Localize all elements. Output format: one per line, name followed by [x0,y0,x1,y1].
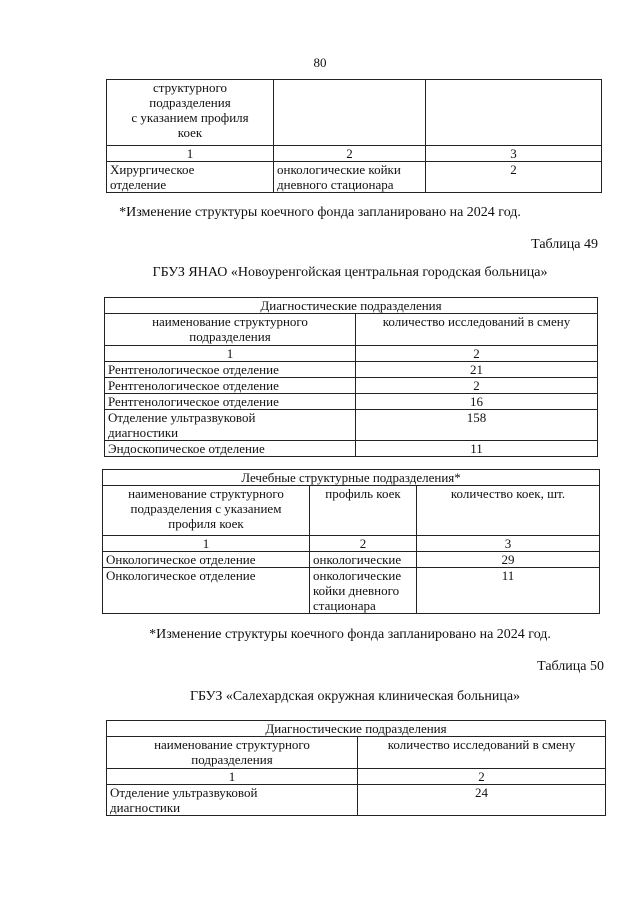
table-label: Таблица 49 [531,237,598,252]
col-number: 1 [107,769,358,785]
table-row [107,146,602,162]
page-number: 80 [313,55,327,70]
department-name: Эндоскопическое отделение [105,441,356,457]
department-name: Хирургическое отделение [107,162,274,193]
table-row [105,314,598,346]
footnote: *Изменение структуры коечного фонда запланировано на 2024 год. [149,627,551,642]
header-cell: количество исследований в смену [358,737,606,769]
bed-count: 2 [426,162,602,193]
col-number: 2 [356,346,598,362]
organization-title: ГБУЗ ЯНАО «Новоуренгойская центральная городская больница» [152,265,548,280]
header-cell: наименование структурного подразделения с указанием профиля коек [103,486,310,536]
header-line: подразделения [149,95,231,110]
research-count: 11 [356,441,598,457]
header-cell: наименование структурного подразделения [107,737,358,769]
table-row [105,378,598,394]
bed-profile: онкологические койки дневного стационара [274,162,426,193]
table-row [103,470,600,486]
table-row [107,721,606,737]
table-row [103,568,600,614]
bed-profile: онкологические [310,552,417,568]
department-name: Рентгенологическое отделение [105,362,356,378]
table-caption: Диагностические подразделения [105,298,598,314]
department-name: Отделение ультразвуковой диагностики [107,785,358,816]
table-caption: Диагностические подразделения [107,721,606,737]
header-line: структурного [152,80,228,95]
header-line: коек [177,125,203,140]
header-cell: количество исследований в смену [356,314,598,346]
department-name: Рентгенологическое отделение [105,378,356,394]
header-cell [107,80,274,146]
empty-cell [274,80,426,146]
table-row [105,394,598,410]
table-top [106,79,602,193]
bed-count: 29 [417,552,600,568]
header-cell: количество коек, шт. [417,486,600,536]
research-count: 21 [356,362,598,378]
table-row [107,785,606,816]
table-row [107,162,602,193]
header-cell: наименование структурного подразделения [105,314,356,346]
col-number: 2 [310,536,417,552]
table-label: Таблица 50 [537,659,604,674]
col-number: 3 [426,146,602,162]
table-caption: Лечебные структурные подразделения* [103,470,600,486]
col-number: 1 [107,146,274,162]
research-count: 2 [356,378,598,394]
research-count: 16 [356,394,598,410]
col-number: 3 [417,536,600,552]
table-row [105,441,598,457]
col-number: 1 [103,536,310,552]
empty-cell [426,80,602,146]
bed-profile: онкологические койки дневного стационара [310,568,417,614]
bed-count: 11 [417,568,600,614]
table-row [105,298,598,314]
diagnostic-table-49 [104,297,598,457]
table-row [103,536,600,552]
col-number: 2 [358,769,606,785]
department-name: Рентгенологическое отделение [105,394,356,410]
table-row [107,769,606,785]
treatment-table-49 [102,469,600,614]
organization-title: ГБУЗ «Салехардская окружная клиническая больница» [189,689,521,704]
research-count: 158 [356,410,598,441]
table-row [103,486,600,536]
table-row [103,552,600,568]
table-row [105,346,598,362]
table-row [105,410,598,441]
col-number: 2 [274,146,426,162]
header-line: с указанием профиля [131,110,249,125]
table-row [105,362,598,378]
table-row [107,737,606,769]
table-row [107,80,602,146]
col-number: 1 [105,346,356,362]
department-name: Онкологическое отделение [103,552,310,568]
header-cell: профиль коек [310,486,417,536]
diagnostic-table-50 [106,720,606,816]
department-name: Онкологическое отделение [103,568,310,614]
department-name: Отделение ультразвуковой диагностики [105,410,356,441]
footnote: *Изменение структуры коечного фонда запланировано на 2024 год. [119,205,521,220]
research-count: 24 [358,785,606,816]
